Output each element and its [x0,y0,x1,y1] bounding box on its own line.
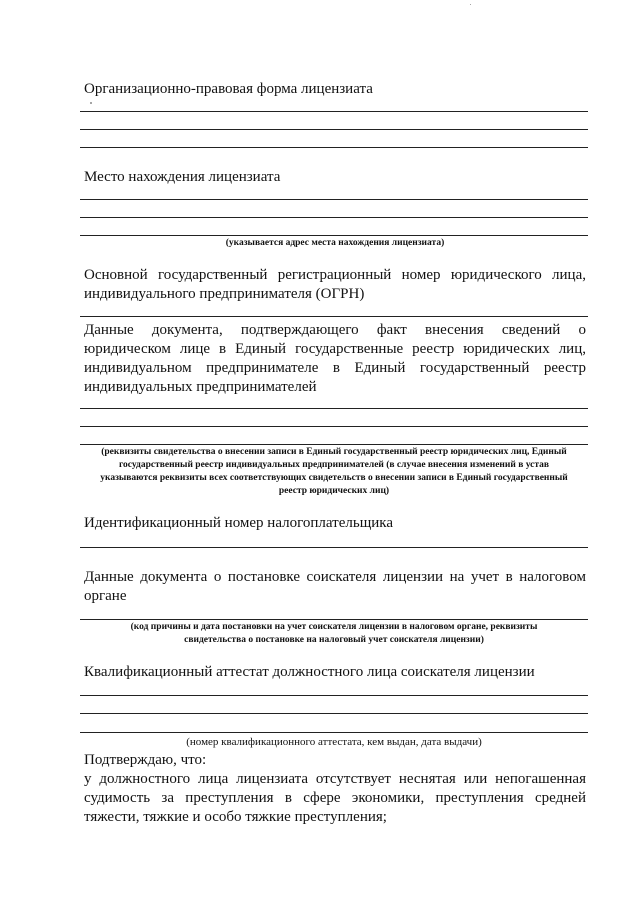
confirm-heading: Подтверждаю, что: [84,752,207,768]
fill-line[interactable] [80,199,588,200]
fill-line[interactable] [80,408,588,409]
egr-label-line2: юридическом лице в Единый государственные реестр юридических лиц, [84,341,586,357]
fill-line[interactable] [80,235,588,236]
location-note: (указывается адрес места нахождения лицензиата) [225,238,445,248]
egr-label-line1: Данные документа, подтверждающего факт внесения сведений о [84,322,586,338]
egr-note-line4: реестр юридических лиц) [278,486,390,496]
tax-note-line2: свидетельства о постановке на налоговый учет соискателя лицензии) [184,635,484,645]
fill-line[interactable] [80,129,588,130]
egr-label-line3: индивидуальном предпринимателе в Единый государственный реестр [84,360,586,376]
org-form-label: Организационно-правовая форма лицензиата [84,81,373,97]
fill-line[interactable] [80,619,588,620]
qual-note: (номер квалификационного аттестата, кем выдан, дата выдачи) [186,736,482,748]
egr-note-line2: государственный реестр индивидуальных предпринимателей (в случае внесения изменений в устав [118,460,550,470]
inn-label: Идентификационный номер налогоплательщика [84,515,394,531]
fill-line[interactable] [80,217,588,218]
ogrn-label-line2: индивидуального предпринимателя (ОГРН) [84,286,365,302]
fill-line[interactable] [80,732,588,733]
egr-note-line3: указываются реквизиты всех соответствующих свидетельств о внесении записи в Единый государственный [100,473,568,483]
confirm-line3: тяжести, тяжкие и особо тяжкие преступления; [84,809,387,825]
fill-line[interactable] [80,695,588,696]
fill-line[interactable] [80,713,588,714]
qual-label: Квалификационный аттестат должностного лица соискателя лицензии [84,664,535,680]
confirm-line1: у должностного лица лицензиата отсутствует неснятая или непогашенная [84,771,586,787]
fill-line[interactable] [80,147,588,148]
tax-note-line1: (код причины и дата постановки на учет соискателя лицензии в налоговом органе, реквизиты [130,622,538,632]
ogrn-label-line1: Основной государственный регистрационный номер юридического лица, [84,267,586,283]
scan-speck [90,102,92,104]
tax-label-line1: Данные документа о постановке соискателя лицензии на учет в налоговом [84,569,586,585]
tax-label-line2: органе [84,588,127,604]
fill-line[interactable] [80,547,588,548]
egr-note-line1: (реквизиты свидетельства о внесении записи в Единый государственный реестр юридических лиц, Единый [101,447,567,457]
confirm-line2: судимость за преступления в сфере экономики, преступления средней [84,790,586,806]
fill-line[interactable] [80,316,588,317]
fill-line[interactable] [80,426,588,427]
location-label: Место нахождения лицензиата [84,169,281,185]
fill-line[interactable] [80,444,588,445]
egr-label-line4: индивидуальных предпринимателей [84,379,317,395]
scan-speck [470,4,471,5]
fill-line[interactable] [80,111,588,112]
